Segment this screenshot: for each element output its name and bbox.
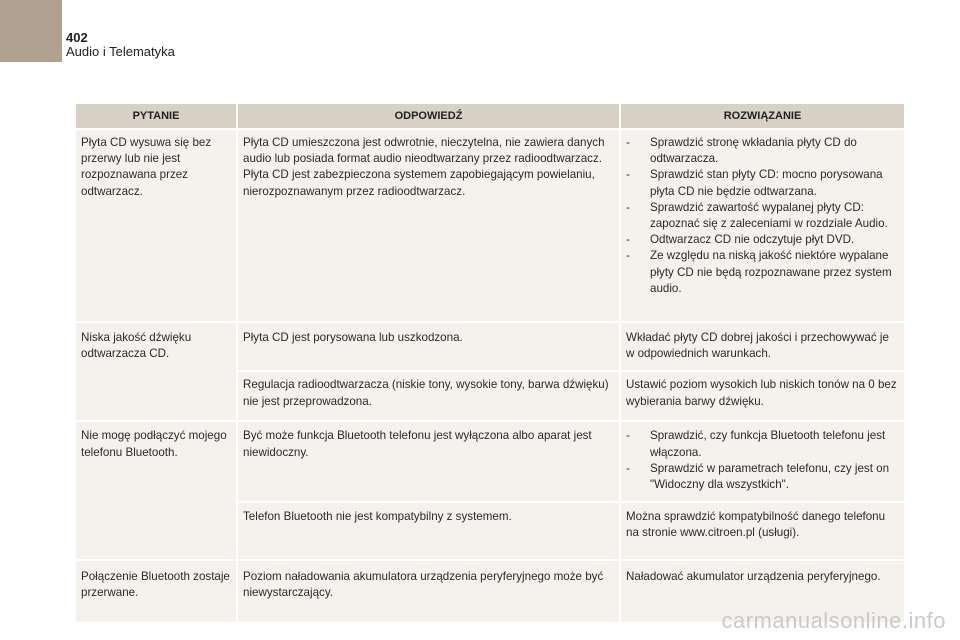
list-item: - Sprawdzić, czy funkcja Bluetooth telefonu jest włączona. — [626, 428, 900, 460]
section-title: Audio i Telematyka — [66, 44, 175, 59]
answer-cell: Być może funkcja Bluetooth telefonu jest wyłączona albo aparat jest niewidoczny. — [238, 422, 619, 501]
solution-cell: Ustawić poziom wysokich lub niskich tonów na 0 bez wybierania barwy dźwięku. — [621, 372, 904, 420]
question-cell: Połączenie Bluetooth zostaje przerwane. — [76, 561, 236, 622]
table-header-row — [76, 104, 904, 130]
answer-cell: Płyta CD jest porysowana lub uszkodzona. — [238, 323, 619, 370]
answer-cell: Płyta CD umieszczona jest odwrotnie, nieczytelna, nie zawiera danych audio lub posiada format audio nieodtwarzany przez radioodtwarzacz. Płyta CD jest zabezpieczona systemem zapobiegającym powielaniu, nierozpoznawanym przez radioodtwarzacz. — [238, 130, 619, 321]
table-row — [76, 422, 904, 501]
solution-list — [626, 428, 900, 493]
list-item: - Sprawdzić w parametrach telefonu, czy jest on "Widoczny dla wszystkich". — [626, 461, 900, 493]
table-row — [76, 323, 904, 370]
solution-cell — [621, 130, 904, 321]
list-item: - Ze względu na niską jakość niektóre wypalane płyty CD nie będą rozpoznawane przez system audio. — [626, 248, 900, 297]
answer-cell: Telefon Bluetooth nie jest kompatybilny z systemem. — [238, 503, 619, 559]
list-item: - Odtwarzacz CD nie odczytuje płyt DVD. — [626, 232, 900, 248]
solution-cell: Wkładać płyty CD dobrej jakości i przechowywać je w odpowiednich warunkach. — [621, 323, 904, 370]
corner-tab — [0, 0, 62, 62]
answer-cell: Poziom naładowania akumulatora urządzenia peryferyjnego może być niewystarczający. — [238, 561, 619, 622]
page-number: 402 — [66, 30, 88, 45]
solution-cell — [621, 422, 904, 501]
column-header-solution: ROZWIĄZANIE — [621, 104, 904, 130]
column-header-answer: ODPOWIEDŹ — [238, 104, 619, 130]
column-header-question: PYTANIE — [76, 104, 236, 130]
solution-cell: Można sprawdzić kompatybilność danego telefonu na stronie www.citroen.pl (usługi). — [621, 503, 904, 559]
answer-cell: Regulacja radioodtwarzacza (niskie tony, wysokie tony, barwa dźwięku) nie jest przeprowadzona. — [238, 372, 619, 420]
list-item: - Sprawdzić stronę wkładania płyty CD do odtwarzacza. — [626, 135, 900, 167]
solution-list — [626, 135, 900, 297]
solution-cell: Naładować akumulator urządzenia peryferyjnego. — [621, 561, 904, 622]
question-cell: Płyta CD wysuwa się bez przerwy lub nie jest rozpoznawana przez odtwarzacz. — [76, 130, 236, 321]
list-item: - Sprawdzić stan płyty CD: mocno porysowana płyta CD nie będzie odtwarzana. — [626, 167, 900, 199]
troubleshooting-table — [74, 104, 906, 622]
question-cell: Nie mogę podłączyć mojego telefonu Bluetooth. — [76, 422, 236, 559]
question-cell: Niska jakość dźwięku odtwarzacza CD. — [76, 323, 236, 420]
watermark: carmanualsonline.info — [721, 608, 946, 633]
table-row — [76, 130, 904, 321]
list-item: - Sprawdzić zawartość wypalanej płyty CD: zapoznać się z zaleceniami w rozdziale Audio. — [626, 200, 900, 232]
